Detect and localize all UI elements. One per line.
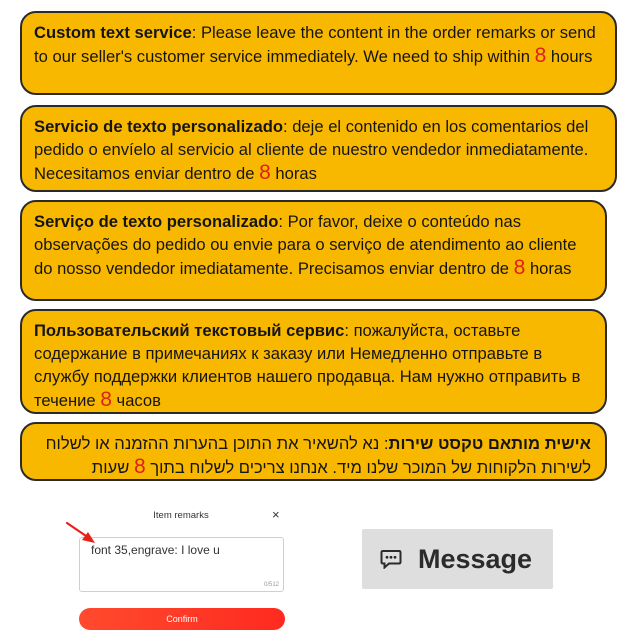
notice-heading: Servicio de texto personalizado bbox=[34, 117, 283, 136]
chat-bubble-icon bbox=[380, 549, 402, 569]
hours-number: 8 bbox=[100, 388, 112, 411]
remarks-textarea[interactable] bbox=[79, 537, 284, 592]
message-label: Message bbox=[418, 544, 533, 574]
notice-heading: Custom text service bbox=[34, 23, 192, 42]
notice-text: : נא להשאיר את התוכן בהערות ההזמנה או לשלוח לשירות הלקוחות של המוכר שלנו מיד. אנחנו צריכים לשלוח בתוך bbox=[45, 434, 591, 477]
pointer-arrow-icon bbox=[65, 520, 101, 546]
notice-hebrew bbox=[20, 422, 607, 481]
notice-text-end: часов bbox=[111, 391, 161, 410]
notice-text-end: horas bbox=[525, 259, 572, 278]
notice-heading: Serviço de texto personalizado bbox=[34, 212, 279, 231]
notice-text: : deje el contenido en los comentarios del pedido o envíelo al servicio al cliente de nuestro vendedor inmediatamente. Necesitamos enviar dentro de bbox=[34, 117, 589, 183]
notice-spanish bbox=[20, 105, 617, 192]
hours-number: 8 bbox=[259, 161, 271, 184]
hours-number: 8 bbox=[513, 256, 526, 279]
hours-number: 8 bbox=[534, 44, 547, 67]
message-button[interactable] bbox=[362, 529, 553, 589]
notice-heading: Пользовательский текстовый сервис bbox=[34, 321, 345, 340]
notice-heading: אישית מותאם טקסט שירות bbox=[388, 434, 591, 453]
notice-text: : пожалуйста, оставьте содержание в примечаниях к заказу или Немедленно отправьте в службу поддержки клиентов нашего продавца. Нам нужно отправить в течение bbox=[34, 321, 581, 410]
character-counter: 0/512 bbox=[263, 582, 279, 588]
notice-portuguese bbox=[20, 200, 607, 301]
notice-english bbox=[20, 11, 617, 95]
confirm-button[interactable]: Confirm bbox=[79, 608, 285, 630]
close-icon[interactable]: × bbox=[272, 507, 280, 522]
remarks-value: font 35,engrave: I love u bbox=[91, 543, 220, 557]
notice-text-end: horas bbox=[270, 164, 317, 183]
notice-text: : Please leave the content in the order remarks or send to our seller's customer service immediately. We need to ship within bbox=[34, 23, 596, 66]
notice-russian bbox=[20, 309, 607, 414]
notice-text-end: שעות bbox=[91, 458, 134, 477]
notice-text: : Por favor, deixe o conteúdo nas observações do pedido ou envie para o serviço de atendimento ao cliente do nosso vendedor imediatamente. Precisamos enviar dentro de bbox=[34, 212, 577, 278]
dialog-title: Item remarks bbox=[153, 510, 209, 521]
item-remarks-dialog bbox=[62, 500, 300, 640]
notice-text-end: hours bbox=[546, 47, 593, 66]
hours-number: 8 bbox=[133, 455, 146, 478]
